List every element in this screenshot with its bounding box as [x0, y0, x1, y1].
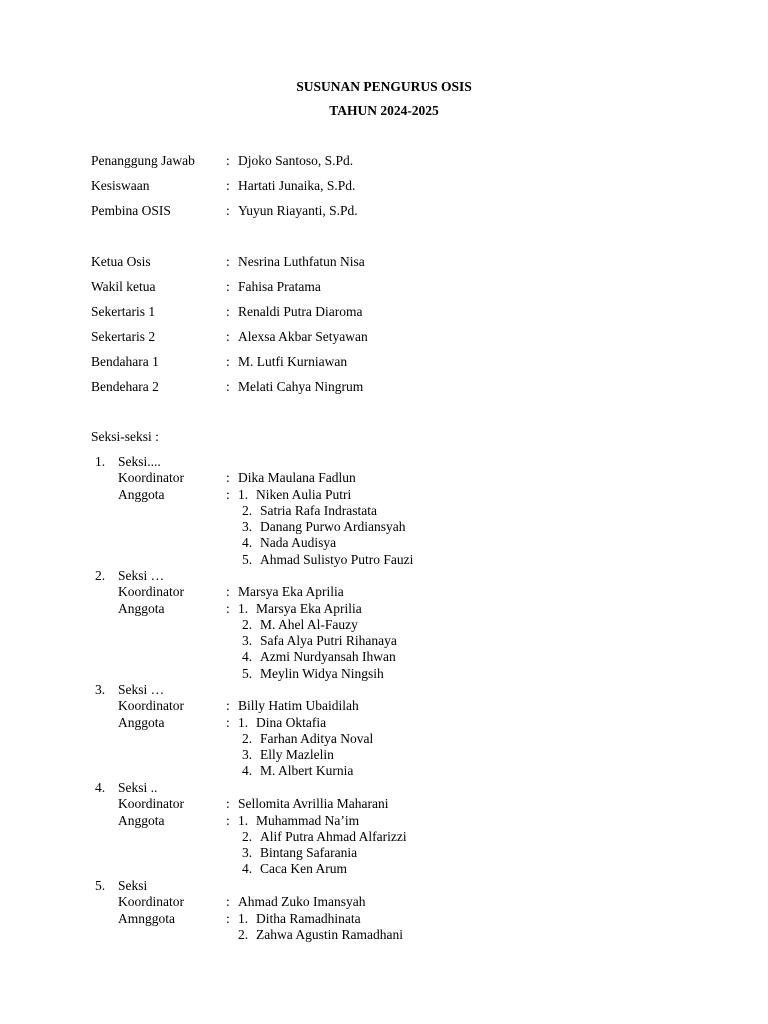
member-row	[91, 763, 691, 779]
member-row	[91, 927, 691, 943]
member-name: Ditha Ramadhinata	[256, 910, 361, 926]
board-row	[91, 254, 691, 270]
members-label: Amnggota	[118, 910, 175, 926]
section-name: Seksi …	[118, 682, 165, 697]
members-label: Anggota	[118, 486, 165, 502]
official-name: Hartati Junaika, S.Pd.	[238, 178, 356, 193]
section-name: Seksi ..	[118, 780, 158, 795]
member-number: 2.	[242, 828, 253, 844]
member-name: Satria Rafa Indrastata	[260, 502, 377, 518]
member-number: 1.	[238, 910, 249, 926]
section-number: 4.	[95, 780, 106, 795]
member-name: Bintang Safarania	[260, 845, 358, 861]
coordinator-label: Koordinator	[118, 470, 184, 486]
member-name: Marsya Eka Aprilia	[256, 600, 362, 616]
board-label: Bendehara 2	[91, 379, 159, 394]
board-label: Sekertaris 2	[91, 329, 156, 344]
member-row	[91, 813, 691, 829]
board-row	[91, 379, 691, 395]
section-number: 2.	[95, 568, 106, 583]
member-row	[91, 666, 691, 682]
member-row	[91, 861, 691, 877]
member-number: 4.	[242, 649, 253, 665]
coordinator-name: Ahmad Zuko Imansyah	[238, 894, 366, 910]
colon: :	[226, 329, 230, 344]
member-row	[91, 829, 691, 845]
member-row	[91, 747, 691, 763]
member-number: 5.	[242, 551, 253, 567]
section-block	[91, 568, 691, 682]
member-name: Farhan Aditya Noval	[260, 730, 374, 746]
member-row	[91, 552, 691, 568]
colon: :	[226, 304, 230, 319]
member-row	[91, 649, 691, 665]
board-name: Renaldi Putra Diaroma	[238, 304, 363, 319]
member-name: Meylin Widya Ningsih	[260, 665, 384, 681]
member-number: 2.	[238, 926, 249, 942]
colon: :	[226, 254, 230, 269]
coordinator-label: Koordinator	[118, 894, 184, 910]
coordinator-name: Marsya Eka Aprilia	[238, 584, 344, 600]
member-number: 3.	[242, 747, 253, 763]
member-name: Caca Ken Arum	[260, 861, 347, 877]
document-subtitle-year: TAHUN 2024-2025	[329, 103, 439, 118]
section-block	[91, 878, 691, 943]
section-name: Seksi....	[118, 454, 161, 469]
board-row	[91, 304, 691, 320]
board-name: Fahisa Pratama	[238, 279, 321, 294]
section-name: Seksi …	[118, 568, 165, 583]
member-number: 3.	[242, 519, 253, 535]
official-row	[91, 203, 691, 219]
coordinator-row	[91, 894, 691, 910]
member-number: 1.	[238, 486, 249, 502]
official-row	[91, 153, 691, 169]
colon: :	[226, 203, 230, 218]
member-number: 3.	[242, 845, 253, 861]
member-number: 5.	[242, 665, 253, 681]
board-name: M. Lutfi Kurniawan	[238, 354, 348, 369]
board-name: Alexsa Akbar Setyawan	[238, 329, 368, 344]
member-name: Muhammad Na’im	[256, 812, 360, 828]
coordinator-row	[91, 584, 691, 600]
coordinator-label: Koordinator	[118, 796, 184, 812]
board-row	[91, 329, 691, 345]
member-number: 2.	[242, 730, 253, 746]
document-title: SUSUNAN PENGURUS OSIS	[296, 79, 472, 94]
section-header	[91, 682, 691, 698]
colon: :	[226, 894, 230, 910]
section-header	[91, 878, 691, 894]
section-block	[91, 780, 691, 878]
sections-heading: Seksi-seksi :	[91, 429, 159, 444]
member-row	[91, 601, 691, 617]
board-label: Ketua Osis	[91, 254, 151, 269]
coordinator-name: Sellomita Avrillia Maharani	[238, 796, 389, 812]
board-label: Sekertaris 1	[91, 304, 156, 319]
colon: :	[226, 714, 230, 730]
section-number: 1.	[95, 454, 106, 469]
member-row	[91, 633, 691, 649]
member-row	[91, 845, 691, 861]
member-row	[91, 503, 691, 519]
members-label: Anggota	[118, 812, 165, 828]
members-label: Anggota	[118, 714, 165, 730]
member-row	[91, 731, 691, 747]
colon: :	[226, 584, 230, 600]
section-block	[91, 682, 691, 780]
member-name: Ahmad Sulistyo Putro Fauzi	[260, 551, 414, 567]
section-name: Seksi	[118, 878, 148, 893]
coordinator-label: Koordinator	[118, 698, 184, 714]
board-name: Melati Cahya Ningrum	[238, 379, 364, 394]
board-label: Bendahara 1	[91, 354, 159, 369]
member-name: Zahwa Agustin Ramadhani	[256, 926, 403, 942]
colon: :	[226, 600, 230, 616]
official-name: Djoko Santoso, S.Pd.	[238, 153, 354, 168]
member-name: M. Albert Kurnia	[260, 763, 354, 779]
coordinator-label: Koordinator	[118, 584, 184, 600]
board-row	[91, 354, 691, 370]
colon: :	[226, 470, 230, 486]
colon: :	[226, 379, 230, 394]
coordinator-row	[91, 470, 691, 486]
section-header	[91, 454, 691, 470]
colon: :	[226, 279, 230, 294]
colon: :	[226, 153, 230, 168]
official-name: Yuyun Riayanti, S.Pd.	[238, 203, 358, 218]
coordinator-row	[91, 698, 691, 714]
member-number: 1.	[238, 600, 249, 616]
member-number: 3.	[242, 633, 253, 649]
member-number: 4.	[242, 763, 253, 779]
coordinator-name: Billy Hatim Ubaidilah	[238, 698, 359, 714]
member-name: Azmi Nurdyansah Ihwan	[260, 649, 396, 665]
member-number: 1.	[238, 812, 249, 828]
member-number: 1.	[238, 714, 249, 730]
colon: :	[226, 698, 230, 714]
member-name: M. Ahel Al-Fauzy	[260, 616, 358, 632]
official-label: Kesiswaan	[91, 178, 150, 193]
member-name: Niken Aulia Putri	[256, 486, 352, 502]
member-name: Danang Purwo Ardiansyah	[260, 519, 406, 535]
member-row	[91, 519, 691, 535]
member-row	[91, 617, 691, 633]
colon: :	[226, 486, 230, 502]
colon: :	[226, 812, 230, 828]
official-label: Penanggung Jawab	[91, 153, 195, 168]
member-name: Nada Audisya	[260, 535, 337, 551]
member-number: 4.	[242, 861, 253, 877]
colon: :	[226, 796, 230, 812]
section-block	[91, 454, 691, 568]
colon: :	[226, 354, 230, 369]
member-row	[91, 911, 691, 927]
colon: :	[226, 910, 230, 926]
section-header	[91, 568, 691, 584]
section-number: 5.	[95, 878, 106, 893]
member-name: Elly Mazlelin	[260, 747, 334, 763]
member-number: 2.	[242, 616, 253, 632]
colon: :	[226, 178, 230, 193]
member-name: Safa Alya Putri Rihanaya	[260, 633, 397, 649]
board-row	[91, 279, 691, 295]
member-name: Alif Putra Ahmad Alfarizzi	[260, 828, 407, 844]
official-label: Pembina OSIS	[91, 203, 171, 218]
section-header	[91, 780, 691, 796]
member-row	[91, 487, 691, 503]
board-name: Nesrina Luthfatun Nisa	[238, 254, 365, 269]
coordinator-name: Dika Maulana Fadlun	[238, 470, 356, 486]
member-number: 2.	[242, 502, 253, 518]
member-row	[91, 715, 691, 731]
members-label: Anggota	[118, 600, 165, 616]
official-row	[91, 178, 691, 194]
section-number: 3.	[95, 682, 106, 697]
board-label: Wakil ketua	[91, 279, 156, 294]
member-name: Dina Oktafia	[256, 714, 327, 730]
member-row	[91, 535, 691, 551]
member-number: 4.	[242, 535, 253, 551]
coordinator-row	[91, 796, 691, 812]
